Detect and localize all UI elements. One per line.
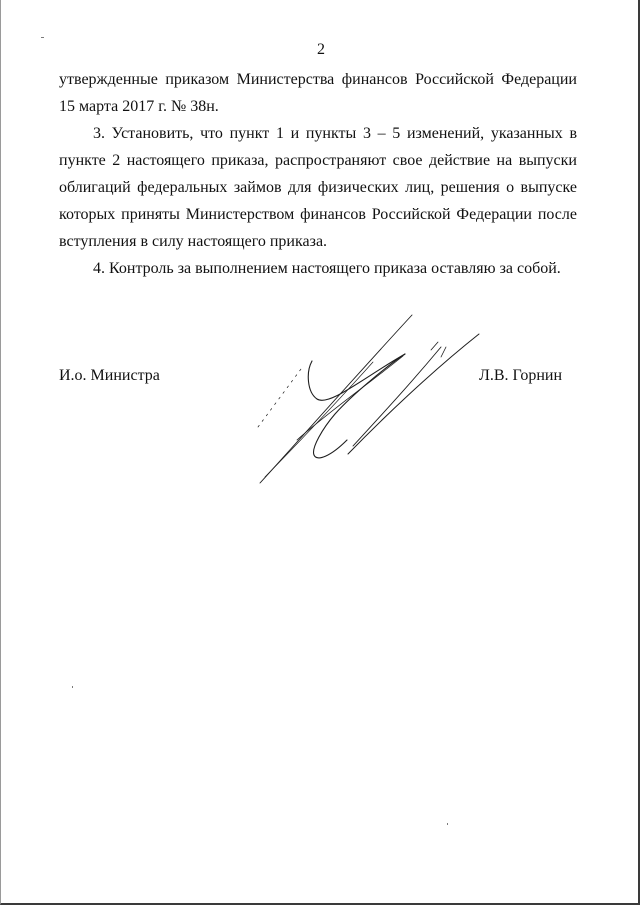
text-line: пункте 2 настоящего приказа, распространяют свое действие на выпуски xyxy=(59,152,577,169)
signature-stroke xyxy=(353,347,441,446)
document-body xyxy=(59,66,577,282)
signature-stroke xyxy=(431,342,438,350)
signature-stroke xyxy=(258,369,301,427)
signature-stroke xyxy=(441,347,446,357)
signer-position: И.о. Министра xyxy=(59,367,160,384)
text-line: 3. Установить, что пункт 1 и пункты 3 – 5 изменений, указанных в xyxy=(93,125,577,142)
signer-name: Л.В. Горнин xyxy=(479,367,563,384)
scan-speck xyxy=(41,37,44,38)
text-line: вступления в силу настоящего приказа. xyxy=(59,233,328,250)
page-number: 2 xyxy=(317,41,325,58)
scan-speck xyxy=(72,686,73,688)
text-line: 4. Контроль за выполнением настоящего приказа оставляю за собой. xyxy=(93,260,561,277)
text-line: облигаций федеральных займов для физических лиц, решения о выпуске xyxy=(59,179,577,196)
signature-stroke xyxy=(260,315,412,483)
text-line: утвержденные приказом Министерства финансов Российской Федерации xyxy=(59,71,577,88)
handwritten-signature xyxy=(251,305,491,495)
signature-stroke xyxy=(308,354,405,400)
text-line: 15 марта 2017 г. № 38н. xyxy=(59,98,219,115)
signature-stroke xyxy=(348,334,479,454)
text-line: которых приняты Министерством финансов Российской Федерации после xyxy=(59,206,577,223)
scan-speck xyxy=(447,823,448,825)
